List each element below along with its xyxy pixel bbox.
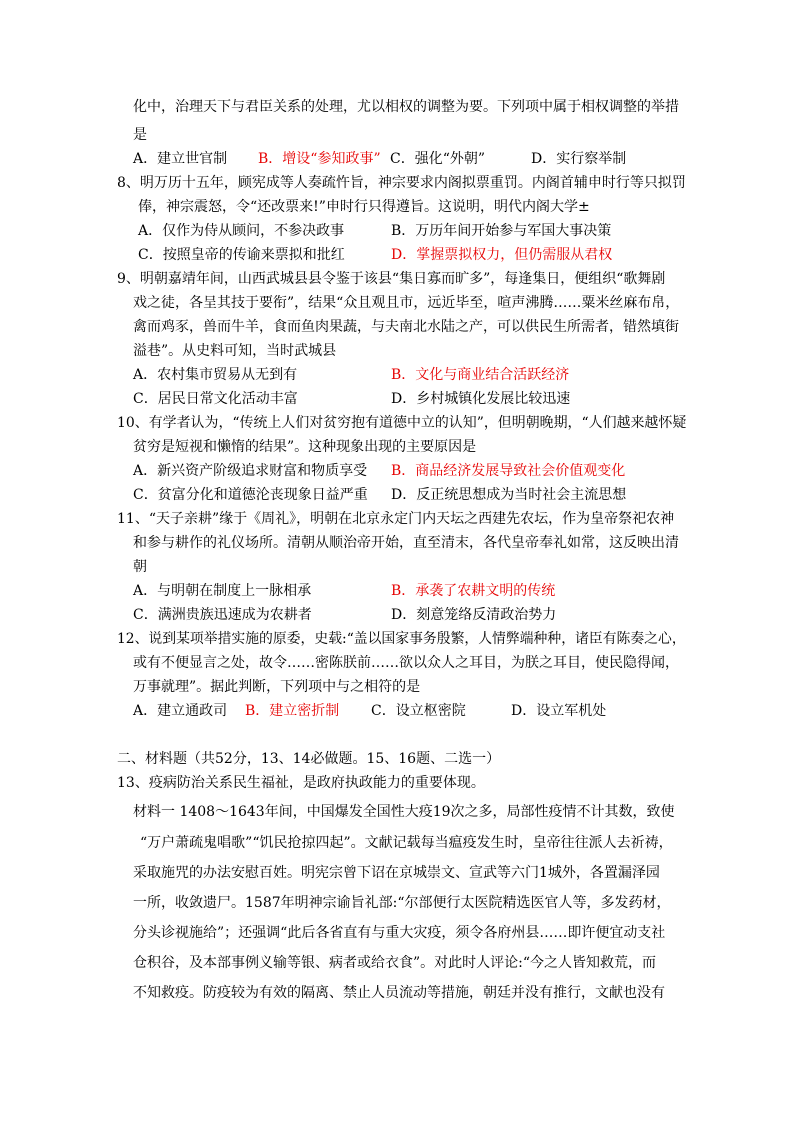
q13-material-line: 不知救疫。防疫较为有效的隔离、禁止人员流动等措施，朝廷并没有推行，文献也没有: [133, 985, 665, 1001]
q10-stem-line: 贫穷是短视和懒惰的结果”。这种现象出现的主要原因是: [133, 439, 477, 455]
q10-stem-line: 10、有学者认为，“传统上人们对贫穷抱有道德中立的认知”，但明朝晚期，“人们越来越怀疑: [117, 415, 687, 431]
q13-material-line: “万户萧疏鬼唱歌”“饥民抢掠四起”。文献记载每当瘟疫发生时，皇帝往往派人去祈祷，: [140, 835, 673, 851]
q12-stem-line: 万事就理”。据此判断，下列项中与之相符的是: [133, 679, 421, 695]
q9-stem-line: 禽而鸡豕，兽而牛羊，食而鱼肉果蔬，与夫南北水陆之产，可以供民生所需者，错然填街: [133, 319, 679, 335]
q13-material-line: 分头诊视施给”；还强调“此后各省直有与重大灾疫，须令各府州县……即许便宜动支社: [133, 925, 666, 941]
q8-option-d: D．掌握票拟权力，但仍需服从君权: [391, 247, 613, 263]
q7-option-c: C．强化“外朝”: [390, 151, 486, 167]
q11-option-b: B．承袭了农耕文明的传统: [391, 583, 556, 599]
q10-option-d: D．反正统思想成为当时社会主流思想: [391, 487, 627, 503]
q7-text-line: 化中，治理天下与君臣关系的处理，尤以相权的调整为要。下列项中属于相权调整的举措: [133, 99, 679, 115]
q8-option-c: C．按照皇帝的传谕来票拟和批红: [138, 247, 345, 263]
q11-option-c: C．满洲贵族迅速成为农耕者: [133, 607, 312, 623]
q12-option-a: A．建立通政司: [133, 703, 228, 719]
q9-option-c: C．居民日常文化活动丰富: [133, 391, 298, 407]
q13-material-line: 仓积谷，及本部事例义输等银、病者或给衣食”。对此时人评论:“今之人皆知救荒，而: [133, 955, 657, 971]
q7-option-b: B．增设“参知政事”: [258, 151, 381, 167]
q11-option-d: D．刻意笼络反清政治势力: [391, 607, 557, 623]
q9-stem-line: 9、明朝嘉靖年间，山西武城县县令鉴于该县“集日寡而旷多”，每逢集日，便组织“歌舞剧: [117, 271, 666, 287]
q9-option-a: A．农村集市贸易从无到有: [133, 367, 298, 383]
section-heading: 二、材料题（共52分，13、14必做题。15、16题、二选一）: [117, 751, 501, 767]
q8-stem-line: 8、明万历十五年，顾宪成等人奏疏忤旨，神宗要求内阁拟票重罚。内阁首辅申时行等只拟罚: [117, 175, 686, 191]
q12-option-d: D．设立军机处: [511, 703, 607, 719]
q13-material-line: 一所，收敛遗尸。1587年明神宗谕旨礼部:“尔部便行太医院精选医官人等，多发药材，: [133, 895, 671, 911]
q9-stem-line: 溢巷”。从史料可知，当时武城县: [133, 343, 337, 359]
q12-stem-line: 或有不便显言之处，故令……密陈朕前……欲以众人之耳目，为朕之耳目，使民隐得闻，: [133, 655, 679, 671]
q13-material-line: 材料一 1408～1643年间，中国爆发全国性大疫19次之多，局部性疫情不计其数，致使: [133, 804, 675, 820]
q7-option-d: D．实行察举制: [531, 151, 627, 167]
q10-option-b: B．商品经济发展导致社会价值观变化: [391, 463, 626, 479]
q11-stem-line: 朝: [133, 559, 147, 575]
q9-stem-line: 戏之徒，各呈其技于要衔”，结果“众且观且市，远近毕至，喧声沸腾……粟米丝麻布帛，: [133, 295, 680, 311]
q10-option-a: A．新兴资产阶级追求财富和物质享受: [133, 463, 368, 479]
q9-option-b: B．文化与商业结合活跃经济: [391, 367, 570, 383]
q9-option-d: D．乡村城镇化发展比较迅速: [391, 391, 571, 407]
q12-stem-line: 12、说到某项举措实施的原委，史载:“盖以国家事务殷繁，人情弊端种种，诸臣有陈奏之心，: [117, 631, 686, 647]
q12-option-b: B．建立密折制: [245, 703, 340, 719]
q13-stem-line: 13、疫病防治关系民生福祉，是政府执政能力的重要体现。: [117, 775, 485, 791]
q13-material-line: 采取施咒的办法安慰百姓。明宪宗曾下诏在京城崇文、宣武等六门1城外，各置漏泽园: [133, 865, 660, 881]
q11-stem-line: 11、“天子亲耕”缘于《周礼》，明朝在北京永定门内天坛之西建先农坛，作为皇帝祭祀农神: [117, 511, 675, 527]
q8-option-b: B．万历年间开始参与军国大事决策: [391, 223, 612, 239]
q11-option-a: A．与明朝在制度上一脉相承: [133, 583, 312, 599]
q8-option-a: A．仅作为侍从顾问，不参决政事: [138, 223, 345, 239]
q11-stem-line: 和参与耕作的礼仪场所。清朝从顺治帝开始，直至清末，各代皇帝奉礼如常，这反映出清: [133, 535, 679, 551]
q8-stem-line: 俸，神宗震怒，令“还改票来!”申时行只得遵旨。这说明，明代内阁大学±: [138, 199, 590, 215]
q7-text-line: 是: [133, 127, 147, 143]
q10-option-c: C．贫富分化和道德沦丧现象日益严重: [133, 487, 368, 503]
q12-option-c: C．设立枢密院: [371, 703, 466, 719]
q7-option-a: A．建立世官制: [133, 151, 228, 167]
